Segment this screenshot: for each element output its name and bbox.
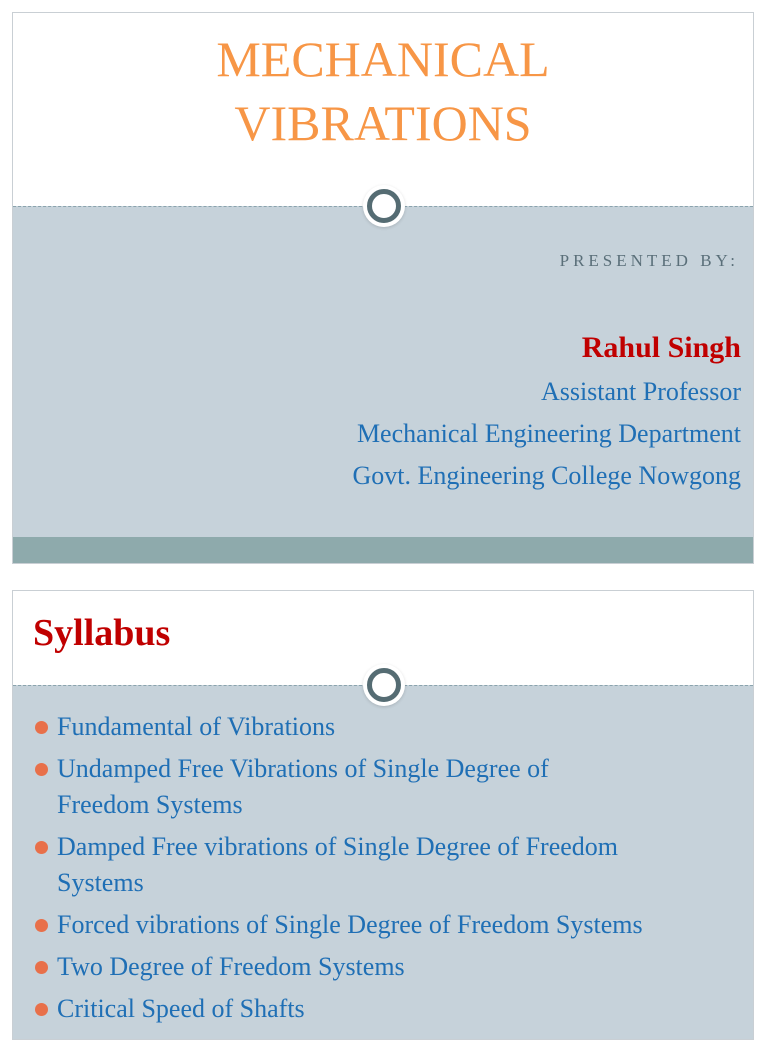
list-item-text: Undamped Free Vibrations of Single Degree of <box>57 754 549 783</box>
list-item <box>33 751 743 823</box>
title-line-2: VIBRATIONS <box>234 95 532 151</box>
bullet-icon <box>35 841 48 854</box>
list-item-text-continued: Systems <box>57 868 144 897</box>
list-item-text: Fundamental of Vibrations <box>57 712 336 741</box>
author-position: Assistant Professor <box>540 377 741 406</box>
presented-by-label: PRESENTED BY: <box>559 251 739 270</box>
list-item <box>33 829 743 901</box>
title-line-1: MECHANICAL <box>216 31 550 87</box>
bullet-icon <box>35 763 48 776</box>
author-name: Rahul Singh <box>581 331 741 364</box>
presentation-title <box>13 27 753 155</box>
list-item-text-continued: Freedom Systems <box>57 790 243 819</box>
bullet-icon <box>35 961 48 974</box>
list-item-text: Damped Free vibrations of Single Degree of Freedom <box>57 832 619 861</box>
list-item <box>33 991 743 1027</box>
title-slide <box>12 12 754 564</box>
list-item <box>33 949 743 985</box>
list-item-text: Two Degree of Freedom Systems <box>57 952 405 981</box>
bullet-icon <box>35 919 48 932</box>
ring-ornament-icon <box>367 189 401 223</box>
syllabus-list <box>33 709 743 1033</box>
title-band <box>13 13 753 206</box>
ring-ornament-icon <box>367 668 401 702</box>
syllabus-slide <box>12 590 754 1040</box>
list-item <box>33 709 743 745</box>
author-department: Mechanical Engineering Department <box>356 419 741 448</box>
footer-bar <box>13 537 753 563</box>
list-item-text: Critical Speed of Shafts <box>57 994 305 1023</box>
bullet-icon <box>35 721 48 734</box>
bullet-icon <box>35 1003 48 1016</box>
list-item-text: Forced vibrations of Single Degree of Freedom Systems <box>57 910 643 939</box>
author-college: Govt. Engineering College Nowgong <box>352 461 741 490</box>
list-item <box>33 907 743 943</box>
syllabus-title: Syllabus <box>33 612 171 654</box>
